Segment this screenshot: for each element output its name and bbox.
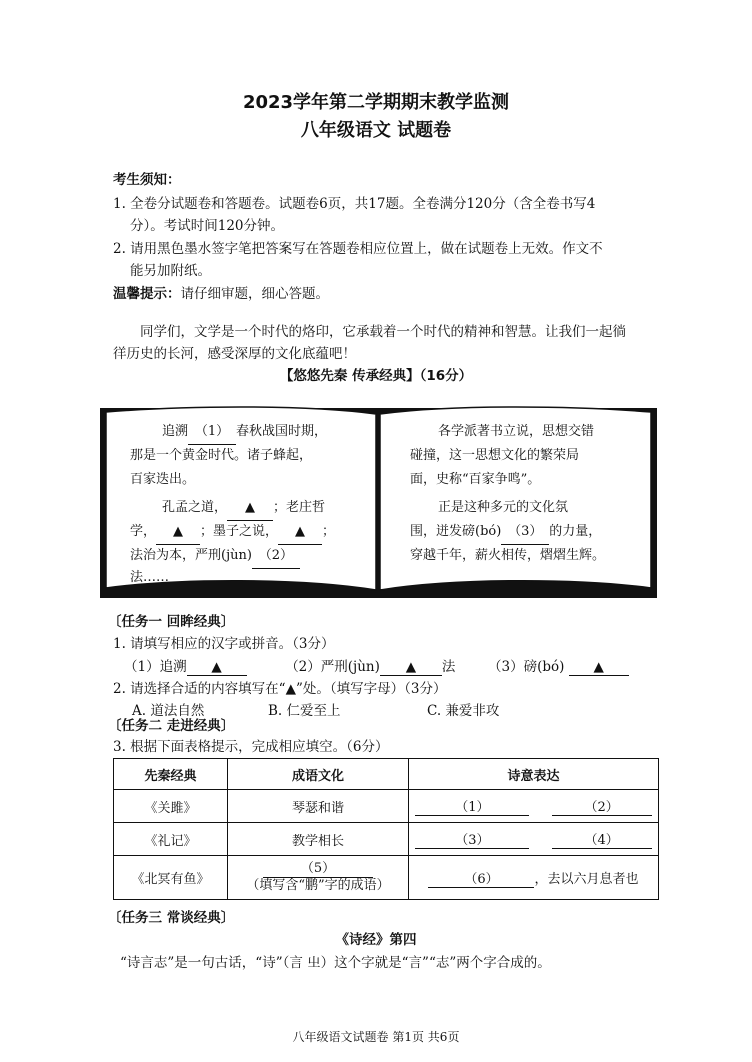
- question-1-items: （1）追溯 ▲ （2）严刑(jùn) ▲ 法 （3）磅(bó) ▲: [124, 655, 629, 676]
- task3-heading: 〔任务三 常谈经典〕: [108, 910, 235, 926]
- table-cell: [409, 790, 659, 823]
- tip-label: 温馨提示：: [113, 286, 181, 302]
- notice-item-2b: 能另加附纸。: [130, 263, 211, 279]
- section-heading: [0, 364, 752, 384]
- option-c: C. 兼爱非攻: [427, 703, 500, 719]
- table-cell: 《礼记》: [114, 823, 228, 856]
- tip-line: [113, 282, 329, 302]
- blank-2: （2）: [252, 544, 300, 569]
- task1-heading: 〔任务一 回眸经典〕: [108, 614, 235, 630]
- shijing-subheading: 《诗经》第四: [335, 932, 417, 948]
- fill-blank: （5）: [263, 861, 373, 878]
- triangle-blank-2: ▲: [156, 520, 200, 545]
- answer-blank-2: ▲: [380, 659, 442, 676]
- book-illustration: [100, 402, 657, 602]
- book-right-line-2: 碰撞，这一思想文化的繁荣局: [410, 448, 580, 463]
- intro-line-2: 徉历史的长河，感受深厚的文化底蕴吧！: [113, 346, 356, 362]
- option-b: B. 仁爱至上: [268, 703, 341, 719]
- blank-1: （1）: [188, 420, 236, 445]
- fill-blank: （3）: [415, 829, 529, 849]
- book-left-line-2: 那是一个黄金时代。诸子蜂起，: [130, 448, 313, 463]
- task3-line-1: “诗言志”是一句古话，“诗”（言 㞢）这个字就是“言”“志”两个字合成的。: [120, 955, 551, 971]
- question-1: 1. 请填写相应的汉字或拼音。（3分）: [113, 636, 335, 652]
- table-row: [114, 856, 659, 900]
- question-3: 3. 根据下面表格提示，完成相应填空。（6分）: [113, 739, 389, 755]
- fill-blank: （2）: [552, 796, 652, 816]
- answer-blank-1: ▲: [187, 659, 247, 676]
- notice-item-1b: 分）。考试时间120分钟。: [130, 218, 285, 234]
- book-left-line-3: 百家迭出。: [130, 472, 196, 487]
- table-row: [114, 823, 659, 856]
- book-right-line-1: 各学派著书立说，思想交错: [438, 424, 595, 439]
- triangle-blank-1: ▲: [227, 496, 273, 521]
- fill-blank: （6）: [428, 868, 534, 888]
- book-left-line-1: 追溯 （1） 春秋战国时期，: [162, 420, 327, 445]
- table-header-row: [114, 759, 659, 790]
- exam-title: 2023学年第二学期期末教学监测: [242, 92, 510, 113]
- book-right-line-4: 正是这种多元的文化氛: [438, 500, 569, 515]
- answer-blank-3: ▲: [569, 659, 629, 676]
- fill-blank: （1）: [415, 796, 529, 816]
- task2-heading: 〔任务二 走进经典〕: [108, 718, 235, 734]
- book-left-line-7: 法……: [130, 570, 170, 585]
- fill-blank: （4）: [552, 829, 652, 849]
- notice-item-2a: 2. 请用黑色墨水签字笔把答案写在答题卷相应位置上，做在试题卷上无效。作文不: [113, 241, 603, 257]
- book-left-line-4: 孔孟之道， ▲ ；老庄哲: [162, 496, 325, 521]
- book-right-line-3: 面，史称“百家争鸣”。: [410, 472, 541, 487]
- notice-heading: 考生须知：: [113, 172, 181, 188]
- classics-table: [113, 758, 659, 900]
- question-2: 2. 请选择合适的内容填写在“▲”处。（填写字母）（3分）: [113, 681, 447, 697]
- book-left-line-6: 法治为本，严刑(jùn) （2）: [130, 544, 300, 569]
- table-header: 成语文化: [228, 759, 409, 790]
- table-cell: [409, 856, 659, 900]
- notice-item-1a: 1. 全卷分试题卷和答题卷。试题卷6页，共17题。全卷满分120分（含全卷书写4: [113, 196, 596, 212]
- table-cell: 琴瑟和谐: [228, 790, 409, 823]
- triangle-blank-3: ▲: [278, 520, 322, 545]
- poem-tail: ，去以六月息者也: [534, 871, 639, 887]
- table-header: 先秦经典: [114, 759, 228, 790]
- blank-3: （3）: [501, 520, 549, 545]
- option-a: A. 道法自然: [132, 703, 205, 719]
- exam-subtitle: 八年级语文 试题卷: [300, 120, 452, 141]
- idiom-note: （填写含“鹏”字的成语）: [246, 878, 390, 893]
- table-cell: 《关雎》: [114, 790, 228, 823]
- table-cell: [228, 856, 409, 900]
- book-left-line-5: 学， ▲ ；墨子之说， ▲ ；: [130, 520, 335, 545]
- table-cell: 《北冥有鱼》: [114, 856, 228, 900]
- table-header: 诗意表达: [409, 759, 659, 790]
- book-right-line-6: 穿越千年，薪火相传，熠熠生辉。: [410, 548, 606, 563]
- table-row: [114, 790, 659, 823]
- intro-line-1: 同学们，文学是一个时代的烙印，它承载着一个时代的精神和智慧。让我们一起徜: [140, 324, 626, 340]
- tip-text: 请仔细审题，细心答题。: [180, 286, 329, 302]
- table-cell: 教学相长: [228, 823, 409, 856]
- table-cell: [409, 823, 659, 856]
- page-footer: 八年级语文试题卷 第1页 共6页: [292, 1030, 460, 1044]
- section-heading-text: 【悠悠先秦 传承经典】（16分）: [279, 368, 473, 384]
- book-right-line-5: 围，迸发磅(bó) （3） 的力量，: [410, 520, 601, 545]
